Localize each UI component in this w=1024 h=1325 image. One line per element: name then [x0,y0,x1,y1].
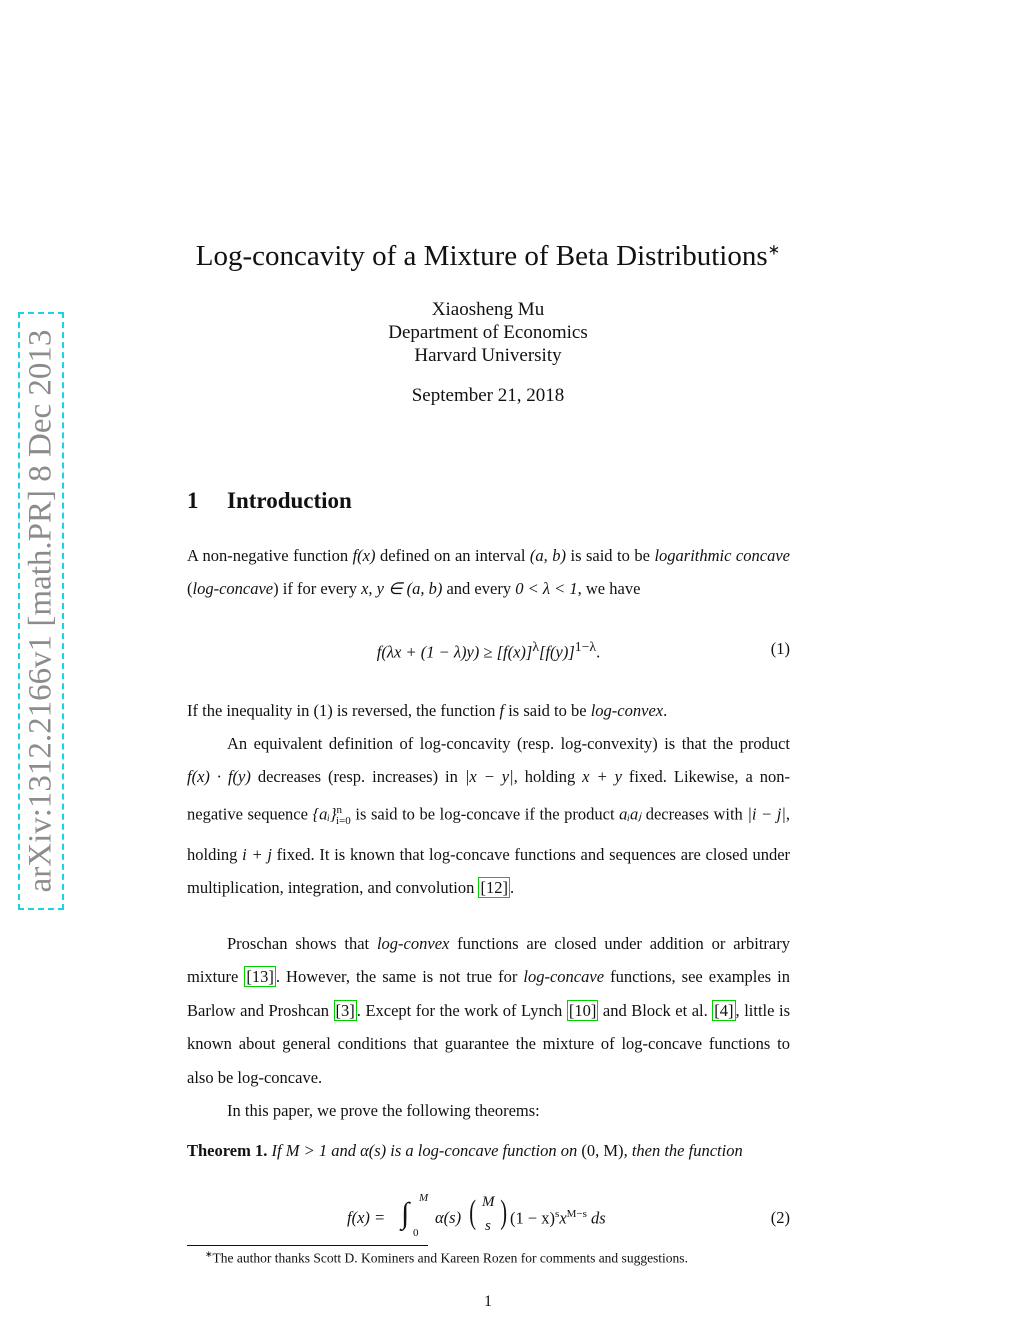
paragraph-equivalent-definition: An equivalent definition of log-concavity (resp. log-convexity) is that the product f(x) · f(y) decreases (resp. increases) in |x − y|, holding x + y fixed. Likewise, a non-negative sequence {aᵢ}$^n_{i=0}$ is said to be log-concave if the product aᵢaⱼ decreases with |i − j|, holding i + j fixed. It is known that log-concave functions and sequences are closed under multiplication, integration, and convolution [12] . [187,734,791,898]
author-name: Xiaosheng Mu [431,299,545,320]
footnote-mark: ∗ [205,1249,213,1259]
equation-1 [187,639,790,663]
title-footnote-mark: ∗ [767,242,781,259]
equation-2-number: (2) [770,1208,790,1227]
author-department: Department of Economics [388,322,588,343]
arxiv-stamp[interactable]: arXiv:1312.2166v1 [math.PR] 8 Dec 2013 [22,329,59,893]
term-log-concave: log-concave [192,579,274,599]
footnote [205,1249,688,1267]
integral-sign: ∫ [401,1197,410,1230]
equation-2-expr: f(x) = ∫ M 0 α(s) ( M s ) $(1 - x)^sx^{M-s}$ ds [347,1192,606,1239]
term-logarithmic-concave: logarithmic concave [654,546,790,565]
title-text: Log-concavity of a Mixture of Beta Distributions [195,240,768,272]
paper-date: September 21, 2018 [411,385,565,406]
paper-title [0,240,976,273]
paragraph-intro-theorems: In this paper, we prove the following theorems: [227,1101,540,1120]
term-log-convex: log-convex [590,701,664,720]
paragraph-proschan: Proschan shows that log-convex functions are closed under addition or arbitrary mixture [13] . However, the same is not true for log-concave functions, see examples in Barlow and Proshcan [3] . Except for the work of Lynch [10] and Block et al. [4] , little is known about general conditions that guarantee the mixture of log-concave functions to also be log-concave. [187,934,791,1087]
citation-link[interactable]: [12] [480,878,508,898]
section-heading [187,488,352,514]
citation-link[interactable]: [13] [246,967,274,987]
citation-link[interactable]: [10] [568,1000,597,1020]
citation-link[interactable]: [3] [335,1000,355,1020]
footnote-rule [187,1245,428,1246]
theorem-label: Theorem 1. [187,1141,268,1160]
footnote-text: The author thanks Scott D. Kominers and Kareen Rozen for comments and suggestions. [212,1250,688,1266]
page-number: 1 [484,1293,492,1310]
paragraph-log-convex: If the inequality in (1) is reversed, the function f is said to be log-convex. [187,701,668,720]
author-university: Harvard University [414,345,562,366]
citation-link[interactable]: [4] [714,1000,734,1020]
section-title: Introduction [227,488,352,513]
theorem-1: Theorem 1. If M > 1 and α(s) is a log-concave function on (0, M), then the function [187,1141,743,1160]
equation-2 [187,1192,790,1242]
section-number: 1 [187,488,199,513]
equation-1-expr: $f(\lambda x + (1 - \lambda)y) \ge [f(x)]^\lambda[f(y)]^{1-\lambda}$. [376,639,601,662]
paragraph-definition: A non-negative function f(x) defined on an interval (a, b) is said to be logarithmic concave (log-concave) if for every x, y ∈ (a, b) and every 0 < λ < 1, we have [187,546,790,599]
equation-1-number: (1) [770,639,790,658]
